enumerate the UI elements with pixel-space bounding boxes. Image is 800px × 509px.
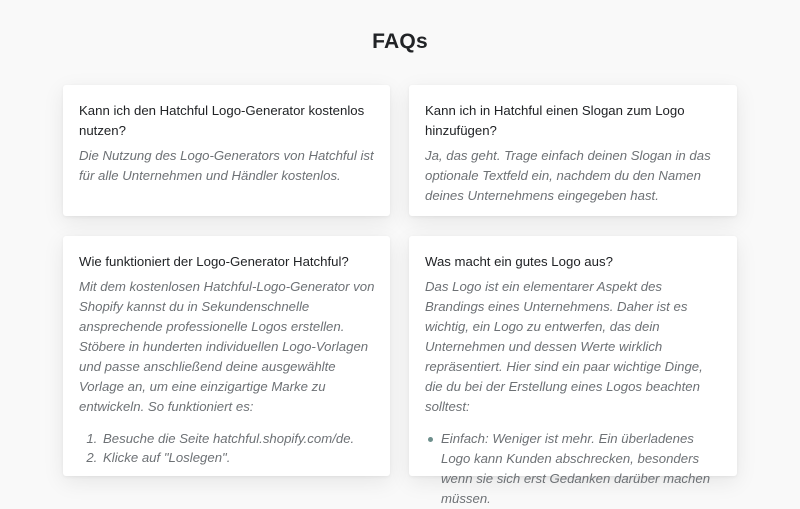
faq-card: [409, 85, 737, 216]
faq-answer: Ja, das geht. Trage einfach deinen Slogan in das optionale Textfeld ein, nachdem du den Namen deines Unternehmens eingegeben hast.: [425, 148, 711, 203]
list-item: 2. Klicke auf "Loslegen".: [101, 448, 375, 467]
list-item: 1. Besuche die Seite hatchful.shopify.com/de.: [101, 429, 375, 448]
faq-question: Was macht ein gutes Logo aus?: [425, 254, 613, 269]
faq-question: Kann ich in Hatchful einen Slogan zum Logo hinzufügen?: [425, 103, 685, 138]
bullet-text: Einfach: Weniger ist mehr. Ein überladenes Logo kann Kunden abschrecken, besonders wenn sie sich erst Gedanken darüber machen müssen.: [441, 431, 711, 506]
faq-card: [63, 236, 390, 476]
faq-question: Kann ich den Hatchful Logo-Generator kostenlos nutzen?: [79, 103, 365, 138]
faq-question: Wie funktioniert der Logo-Generator Hatchful?: [79, 254, 349, 269]
faq-answer: Die Nutzung des Logo-Generators von Hatchful ist für alle Unternehmen und Händler kostenlos.: [79, 148, 374, 183]
faq-answer: Das Logo ist ein elementarer Aspekt des Brandings eines Unternehmens. Daher ist es wichtig, ein Logo zu entwerfen, das dein Unternehmen und dessen Werte wirklich repräsentiert. Hier sind ein paar wichtige Dinge, die du bei der Erstellung eines Logos beachten solltest:: [425, 279, 703, 414]
page-title: FAQs: [372, 30, 428, 53]
faq-answer: Mit dem kostenlosen Hatchful-Logo-Generator von Shopify kannst du in Sekundenschnelle ansprechende professionelle Logos erstellen. Stöbere in hunderten individuellen Logo-Vorlagen und passe anschließend deine ausgewählte Vorlage an, um eine einzigartige Marke zu entwickeln. So funktioniert es:: [79, 279, 375, 414]
faq-card: [409, 236, 737, 506]
bullet-icon: [428, 437, 433, 442]
steps-list: [79, 429, 375, 467]
bullet-list: [425, 429, 722, 509]
list-item: [441, 429, 722, 509]
faq-card: [63, 85, 390, 216]
